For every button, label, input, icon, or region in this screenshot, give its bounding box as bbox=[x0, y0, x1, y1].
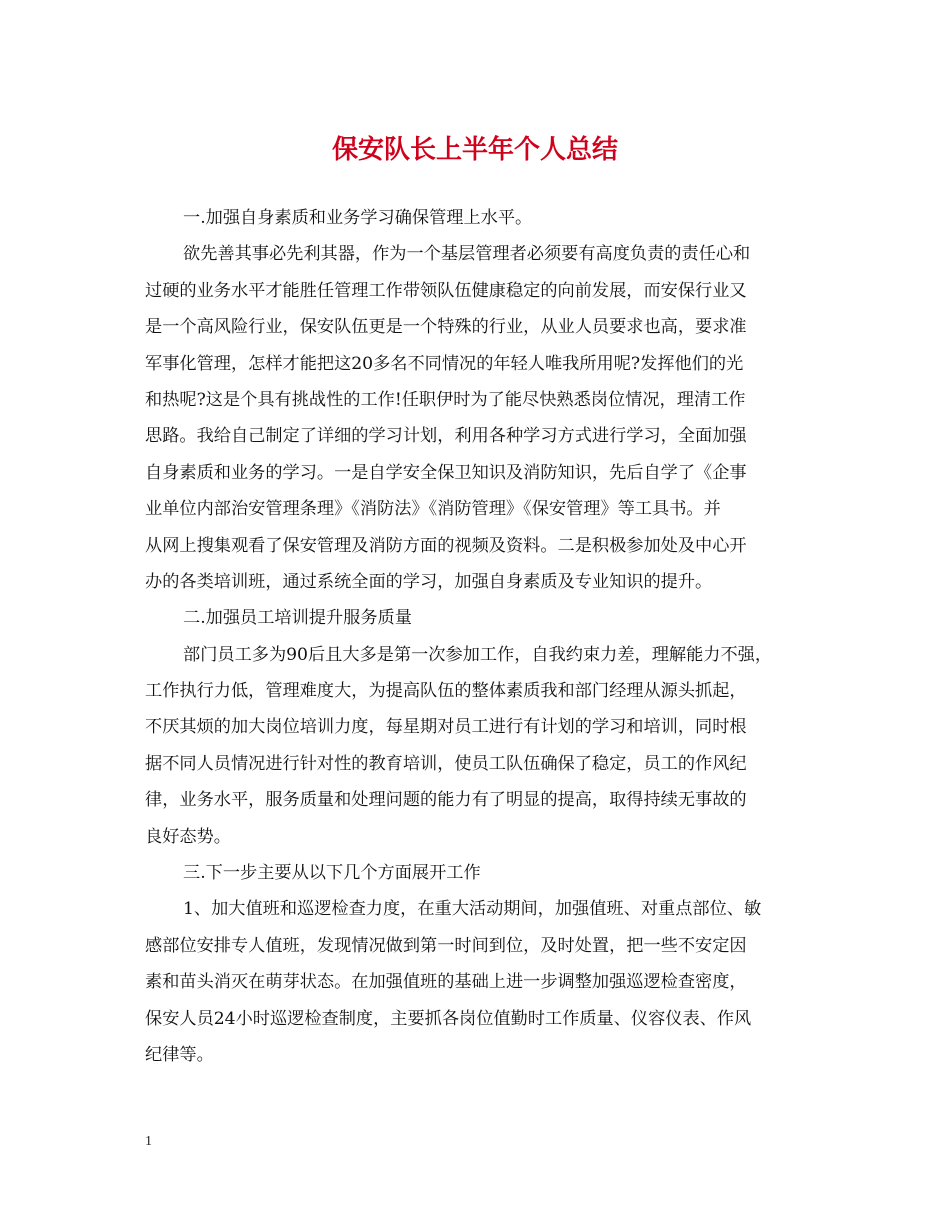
paragraph-line: 保安人员24小时巡逻检查制度，主要抓各岗位值勤时工作质量、仪容仪表、作风 bbox=[145, 1008, 752, 1029]
paragraph-line: 欲先善其事必先利其器，作为一个基层管理者必须要有高度负责的责任心和 bbox=[183, 244, 751, 265]
paragraph-line: 素和苗头消灭在萌芽状态。在加强值班的基础上进一步调整加强巡逻检查密度， bbox=[145, 972, 747, 993]
paragraph-line: 1、加大值班和巡逻检查力度，在重大活动期间，加强值班、对重点部位、敏 bbox=[183, 899, 762, 920]
paragraph-line: 纪律等。 bbox=[145, 1044, 214, 1065]
document-title: 保安队长上半年个人总结 bbox=[331, 135, 618, 165]
paragraph-line: 据不同人员情况进行针对性的教育培训，使员工队伍确保了稳定，员工的作风纪 bbox=[145, 753, 747, 774]
section-heading-2: 二.加强员工培训提升服务质量 bbox=[183, 608, 412, 629]
section-heading-1: 一.加强自身素质和业务学习确保管理上水平。 bbox=[183, 208, 533, 228]
paragraph-line: 业单位内部治安管理条理》《消防法》《消防管理》《保安管理》等工具书。并 bbox=[145, 499, 721, 520]
paragraph-line: 过硬的业务水平才能胜任管理工作带领队伍健康稳定的向前发展，而安保行业又 bbox=[145, 280, 747, 301]
paragraph-line: 良好态势。 bbox=[145, 826, 231, 847]
paragraph-line: 自身素质和业务的学习。一是自学安全保卫知识及消防知识，先后自学了《企事 bbox=[145, 462, 747, 483]
paragraph-line: 军事化管理，怎样才能把这20多名不同情况的年轻人唯我所用呢?发挥他们的光 bbox=[145, 353, 744, 374]
paragraph-line: 和热呢?这是个具有挑战性的工作!任职伊时为了能尽快熟悉岗位情况，理清工作 bbox=[145, 389, 746, 410]
paragraph-line: 工作执行力低，管理难度大，为提高队伍的整体素质我和部门经理从源头抓起， bbox=[145, 681, 747, 702]
section-heading-3: 三.下一步主要从以下几个方面展开工作 bbox=[183, 863, 481, 884]
paragraph-line: 思路。我给自己制定了详细的学习计划，利用各种学习方式进行学习，全面加强 bbox=[145, 426, 747, 447]
paragraph-line: 从网上搜集观看了保安管理及消防方面的视频及资料。二是积极参加处及中心开 bbox=[145, 535, 747, 556]
paragraph-line: 律，业务水平，服务质量和处理问题的能力有了明显的提高，取得持续无事故的 bbox=[145, 790, 747, 811]
page-number: 1 bbox=[145, 1134, 152, 1149]
paragraph-line: 不厌其烦的加大岗位培训力度，每星期对员工进行有计划的学习和培训，同时根 bbox=[145, 717, 747, 738]
paragraph-line: 办的各类培训班，通过系统全面的学习，加强自身素质及专业知识的提升。 bbox=[145, 571, 713, 592]
paragraph-line: 感部位安排专人值班，发现情况做到第一时间到位，及时处置，把一些不安定因 bbox=[145, 935, 747, 956]
paragraph-line: 部门员工多为90后且大多是第一次参加工作，自我约束力差，理解能力不强， bbox=[183, 644, 773, 665]
paragraph-line: 是一个高风险行业，保安队伍更是一个特殊的行业，从业人员要求也高，要求准 bbox=[145, 317, 747, 338]
document-body bbox=[145, 200, 810, 1073]
